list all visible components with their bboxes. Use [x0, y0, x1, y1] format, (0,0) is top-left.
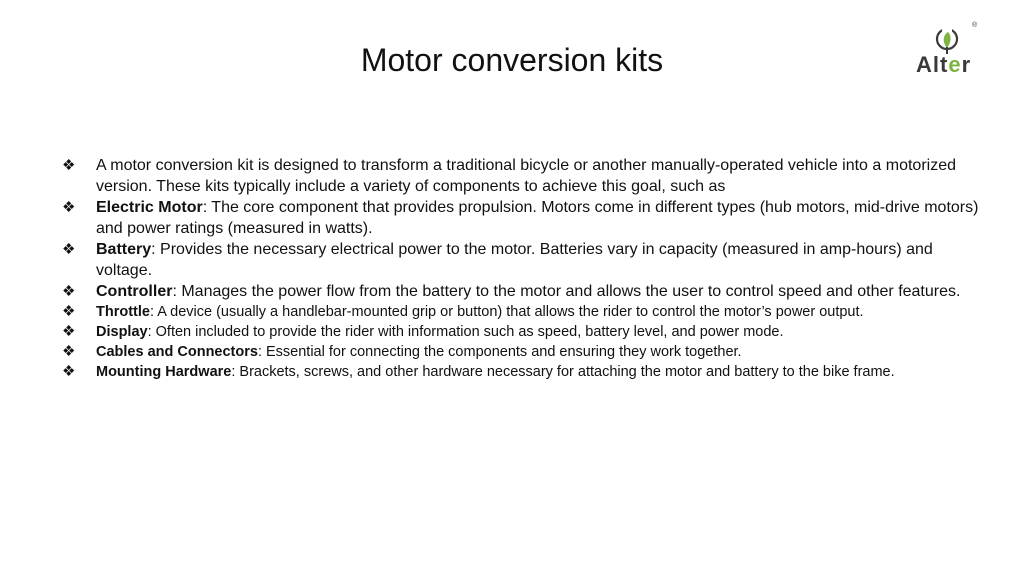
diamond-bullet-icon: ❖: [62, 323, 76, 340]
bullet-term: Cables and Connectors: [96, 344, 258, 360]
bullet-battery: [62, 239, 982, 281]
bullet-term: Battery: [96, 241, 152, 258]
bullet-desc: : Essential for connecting the components and ensuring they work together.: [257, 344, 742, 360]
bullet-term: Mounting Hardware: [96, 364, 232, 380]
diamond-bullet-icon: ❖: [62, 283, 76, 300]
diamond-bullet-icon: ❖: [62, 363, 76, 380]
bullet-list: [62, 155, 982, 382]
bullet-mounting-hardware: [62, 362, 982, 382]
bullet-desc: : Often included to provide the rider with information such as speed, battery level, and power mode.: [147, 324, 784, 340]
bullet-desc: : The core component that provides propulsion. Motors come in different types (hub motors, mid-drive motors) and power ratings (measured in watts).: [96, 199, 979, 237]
bullet-desc: : Manages the power flow from the battery to the motor and allows the user to control speed and other features.: [172, 283, 961, 300]
diamond-bullet-icon: ❖: [62, 343, 76, 360]
alter-logo: [910, 22, 1000, 82]
bullet-desc: : Provides the necessary electrical power to the motor. Batteries vary in capacity (measured in amp-hours) and voltage.: [96, 241, 933, 279]
bullet-electric-motor: [62, 197, 982, 239]
logo-text-suffix: r: [961, 52, 972, 77]
logo-text-accent: e: [948, 52, 962, 77]
bullet-display: [62, 322, 982, 342]
logo-wordmark: [916, 52, 971, 78]
slide-title: Motor conversion kits: [360, 42, 664, 78]
logo-text-prefix: Alt: [916, 52, 949, 77]
bullet-desc: : A device (usually a handlebar-mounted grip or button) that allows the rider to control the motor’s power output.: [149, 304, 864, 320]
bullet-throttle: [62, 302, 982, 322]
registered-mark: ®: [972, 22, 978, 29]
bullet-term: Controller: [96, 283, 173, 300]
bullet-desc: : Brackets, screws, and other hardware necessary for attaching the motor and battery to the bike frame.: [231, 364, 895, 380]
diamond-bullet-icon: ❖: [62, 157, 76, 174]
diamond-bullet-icon: ❖: [62, 303, 76, 320]
bullet-controller: [62, 281, 982, 302]
bullet-cables-connectors: [62, 342, 982, 362]
bullet-term: Throttle: [96, 304, 150, 320]
diamond-bullet-icon: ❖: [62, 241, 76, 258]
intro-text: A motor conversion kit is designed to transform a traditional bicycle or another manually-operated vehicle into a motorized version. These kits typically include a variety of components to achieve this goal, such as: [96, 157, 956, 195]
bullet-term: Display: [96, 324, 148, 340]
diamond-bullet-icon: ❖: [62, 199, 76, 216]
bullet-term: Electric Motor: [96, 199, 203, 216]
bullet-intro: [62, 155, 982, 197]
